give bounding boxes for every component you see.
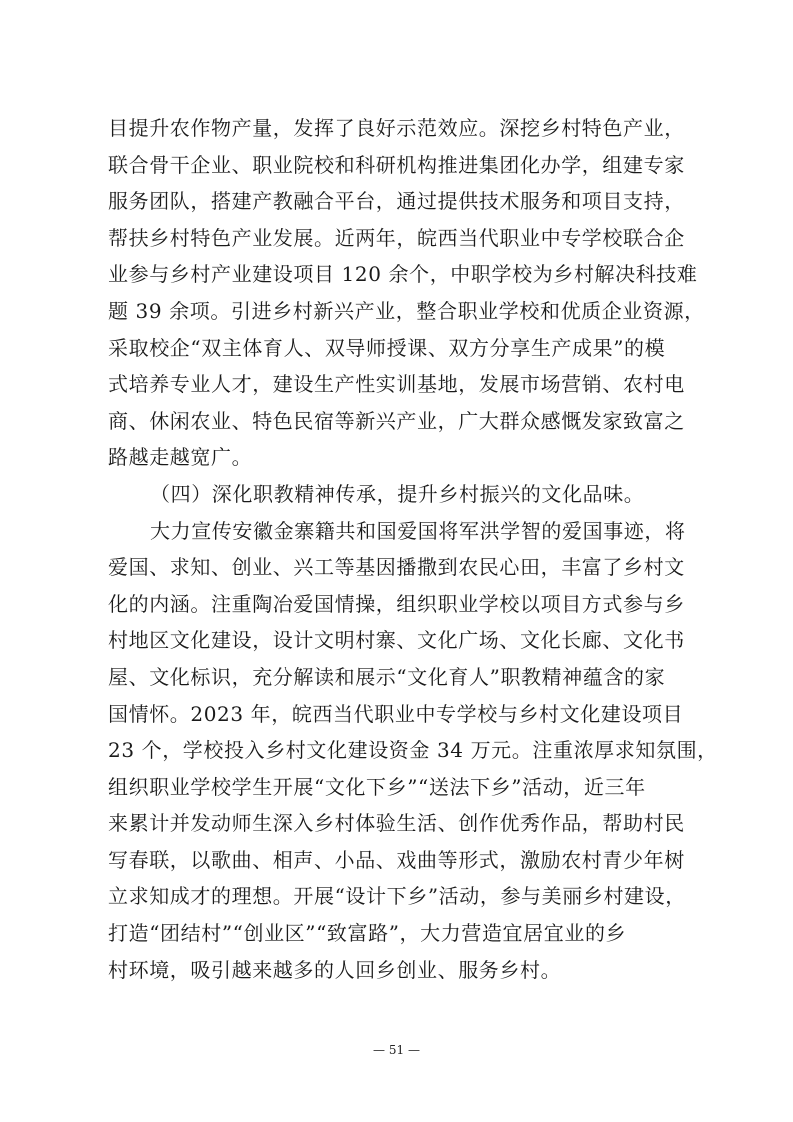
text-line: 服务团队，搭建产教融合平台，通过提供技术服务和项目支持， xyxy=(108,189,685,214)
section-heading: （四）深化职教精神传承，提升乡村振兴的文化品味。 xyxy=(150,481,645,506)
text-line: 大力宣传安徽金寨籍共和国爱国将军洪学智的爱国事迹，将 xyxy=(150,518,686,543)
text-line: 爱国、求知、创业、兴工等基因播撒到农民心田，丰富了乡村文 xyxy=(108,555,685,580)
text-line: 国情怀。2023 年，皖西当代职业中专学校与乡村文化建设项目 xyxy=(108,701,684,726)
text-line: 23 个，学校投入乡村文化建设资金 34 万元。注重浓厚求知氛围， xyxy=(108,738,718,763)
text-line: 写春联，以歌曲、相声、小品、戏曲等形式，激励农村青少年树 xyxy=(108,847,685,872)
text-line: 来累计并发动师生深入乡村体验生活、创作优秀作品，帮助村民 xyxy=(108,811,685,836)
text-line: 屋、文化标识，充分解读和展示“文化育人”职教精神蕴含的家 xyxy=(108,664,666,689)
text-line: 联合骨干企业、职业院校和科研机构推进集团化办学，组建专家 xyxy=(108,152,685,177)
text-line: 采取校企“双主体育人、双导师授课、双方分享生产成果”的模 xyxy=(108,335,666,360)
text-line: 村环境，吸引越来越多的人回乡创业、服务乡村。 xyxy=(108,957,562,982)
text-line: 打造“团结村”“创业区”“致富路”，大力营造宜居宜业的乡 xyxy=(108,921,627,946)
text-line: 式培养专业人才，建设生产性实训基地，发展市场营销、农村电 xyxy=(108,372,685,397)
body-text xyxy=(108,110,718,988)
text-line: 帮扶乡村特色产业发展。近两年，皖西当代职业中专学校联合企 xyxy=(108,225,685,250)
text-line: 商、休闲农业、特色民宿等新兴产业，广大群众感慨发家致富之 xyxy=(108,408,685,433)
text-line: 目提升农作物产量，发挥了良好示范效应。深挖乡村特色产业， xyxy=(108,116,685,140)
page-number: — 51 — xyxy=(373,1043,420,1057)
text-line: 化的内涵。注重陶冶爱国情操，组织职业学校以项目方式参与乡 xyxy=(108,591,685,616)
text-line: 业参与乡村产业建设项目 120 余个，中职学校为乡村解决科技难 xyxy=(108,262,698,287)
text-line: 村地区文化建设，设计文明村寨、文化广场、文化长廊、文化书 xyxy=(108,628,685,653)
text-line: 立求知成才的理想。开展“设计下乡”活动，参与美丽乡村建设， xyxy=(108,884,686,909)
text-line: 路越走越宽广。 xyxy=(108,445,253,470)
text-line: 组织职业学校学生开展“文化下乡”“送法下乡”活动，近三年 xyxy=(108,774,646,799)
text-line: 题 39 余项。引进乡村新兴产业，整合职业学校和优质企业资源， xyxy=(108,298,705,323)
